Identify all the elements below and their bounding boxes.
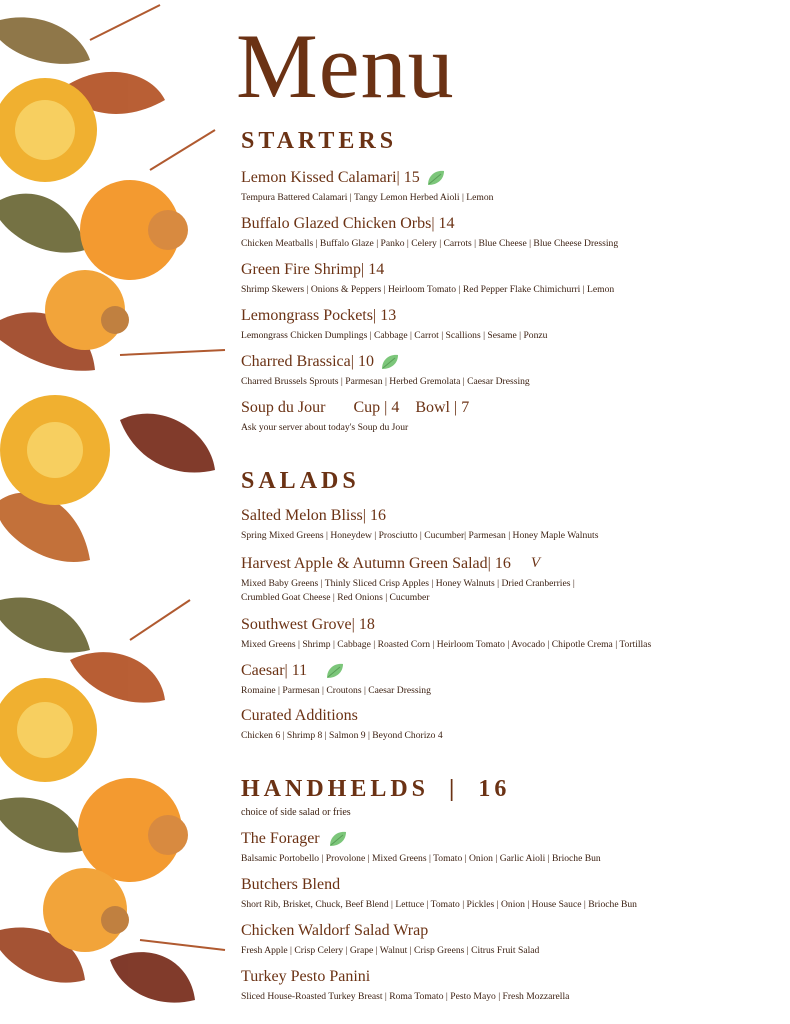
cup-price: Cup | 4: [353, 398, 400, 416]
item-name: Soup du Jour: [241, 398, 326, 416]
item-price: | 14: [431, 214, 455, 232]
item-description: Shrimp Skewers | Onions & Peppers | Heirloom Tomato | Red Pepper Flake Chimichurri | Lemon: [241, 283, 615, 295]
item-price: | 11: [284, 661, 308, 679]
item-description: [241, 577, 771, 605]
item-name: Buffalo Glazed Chicken Orbs: [241, 214, 432, 232]
handhelds-section: [241, 776, 771, 1004]
item-description: Charred Brussels Sprouts | Parmesan | Herbed Gremolata | Caesar Dressing: [241, 375, 530, 387]
vegetarian-mark: V: [530, 555, 540, 572]
item-description-line: Mixed Baby Greens | Thinly Sliced Crisp Apples | Honey Walnuts | Dried Cranberries |: [241, 577, 575, 589]
item-price: | 15: [396, 169, 420, 186]
item-price: | 13: [372, 306, 397, 324]
item-description: Chicken Meatballs | Buffalo Glaze | Panko | Celery | Carrots | Blue Cheese | Blue Cheese Dressing: [241, 237, 619, 249]
salads-heading: SALADS: [241, 468, 360, 494]
item-description: Mixed Greens | Shrimp | Cabbage | Roasted Corn | Heirloom Tomato | Avocado | Chipotle Crema | Tortillas: [241, 638, 652, 650]
item-description: Tempura Battered Calamari | Tangy Lemon Herbed Aioli | Lemon: [241, 192, 494, 203]
item-name: The Forager: [241, 830, 320, 847]
item-price: | 18: [351, 615, 375, 633]
item-name: Curated Additions: [241, 706, 358, 724]
item-price: | 16: [487, 554, 511, 572]
item-name: Lemon Kissed Calamari: [241, 169, 397, 186]
menu-item: [241, 616, 771, 652]
item-description: Romaine | Parmesan | Croutons | Caesar Dressing: [241, 684, 431, 696]
item-name: Caesar: [241, 661, 285, 679]
item-description: Ask your server about today's Soup du Jour: [241, 421, 409, 433]
item-name: Butchers Blend: [241, 875, 341, 893]
menu-item: [241, 353, 771, 389]
item-name: Charred Brassica: [241, 352, 351, 370]
starters-section: [241, 128, 771, 434]
item-name: Lemongrass Pockets: [241, 306, 373, 324]
menu-item: [241, 662, 771, 698]
salads-section: [241, 468, 771, 742]
menu-item: [241, 876, 771, 912]
item-description: Chicken 6 | Shrimp 8 | Salmon 9 | Beyond Chorizo 4: [241, 729, 443, 741]
item-name: Green Fire Shrimp: [241, 260, 361, 278]
item-name: Turkey Pesto Panini: [241, 967, 371, 985]
item-name: Salted Melon Bliss: [241, 507, 363, 524]
menu-item: [241, 261, 771, 297]
item-description: Sliced House-Roasted Turkey Breast | Roma Tomato | Pesto Mayo | Fresh Mozzarella: [241, 990, 570, 1002]
menu-item: [241, 507, 771, 543]
starters-heading: STARTERS: [241, 128, 398, 154]
item-description: Fresh Apple | Crisp Celery | Grape | Walnut | Crisp Greens | Citrus Fruit Salad: [241, 944, 540, 956]
menu-item: [241, 830, 771, 866]
menu-item: [241, 555, 771, 605]
menu-item: [241, 707, 771, 743]
item-description: Spring Mixed Greens | Honeydew | Prosciutto | Cucumber| Parmesan | Honey Maple Walnuts: [241, 530, 599, 541]
item-description: Lemongrass Chicken Dumplings | Cabbage | Carrot | Scallions | Sesame | Ponzu: [241, 329, 548, 341]
floral-border-image: [0, 0, 230, 1024]
leaf-icon: [426, 169, 446, 187]
item-name: Southwest Grove: [241, 615, 352, 633]
menu-item: [241, 215, 771, 251]
item-description-line: Crumbled Goat Cheese | Red Onions | Cucumber: [241, 591, 430, 603]
leaf-icon: [328, 830, 348, 848]
item-name: Harvest Apple & Autumn Green Salad: [241, 554, 488, 572]
item-price: | 10: [350, 352, 374, 370]
menu-item: [241, 968, 771, 1004]
leaf-icon: [325, 662, 345, 680]
item-price: | 14: [360, 260, 385, 278]
menu-item: [241, 169, 771, 205]
item-description: Balsamic Portobello | Provolone | Mixed Greens | Tomato | Onion | Garlic Aioli | Brioche Bun: [241, 853, 601, 864]
handhelds-heading: HANDHELDS | 16: [241, 776, 511, 802]
leaf-icon: [380, 353, 400, 371]
handhelds-subtitle: choice of side salad or fries: [241, 807, 351, 818]
item-name: Chicken Waldorf Salad Wrap: [241, 921, 429, 939]
menu-item: [241, 307, 771, 343]
bowl-price: Bowl | 7: [415, 398, 470, 416]
item-description: Short Rib, Brisket, Chuck, Beef Blend | Lettuce | Tomato | Pickles | Onion | House Sauce | Brioche Bun: [241, 898, 637, 910]
menu-item: [241, 399, 771, 435]
menu-item: [241, 922, 771, 958]
menu-title: Menu: [236, 15, 455, 117]
item-price: | 16: [362, 507, 386, 524]
